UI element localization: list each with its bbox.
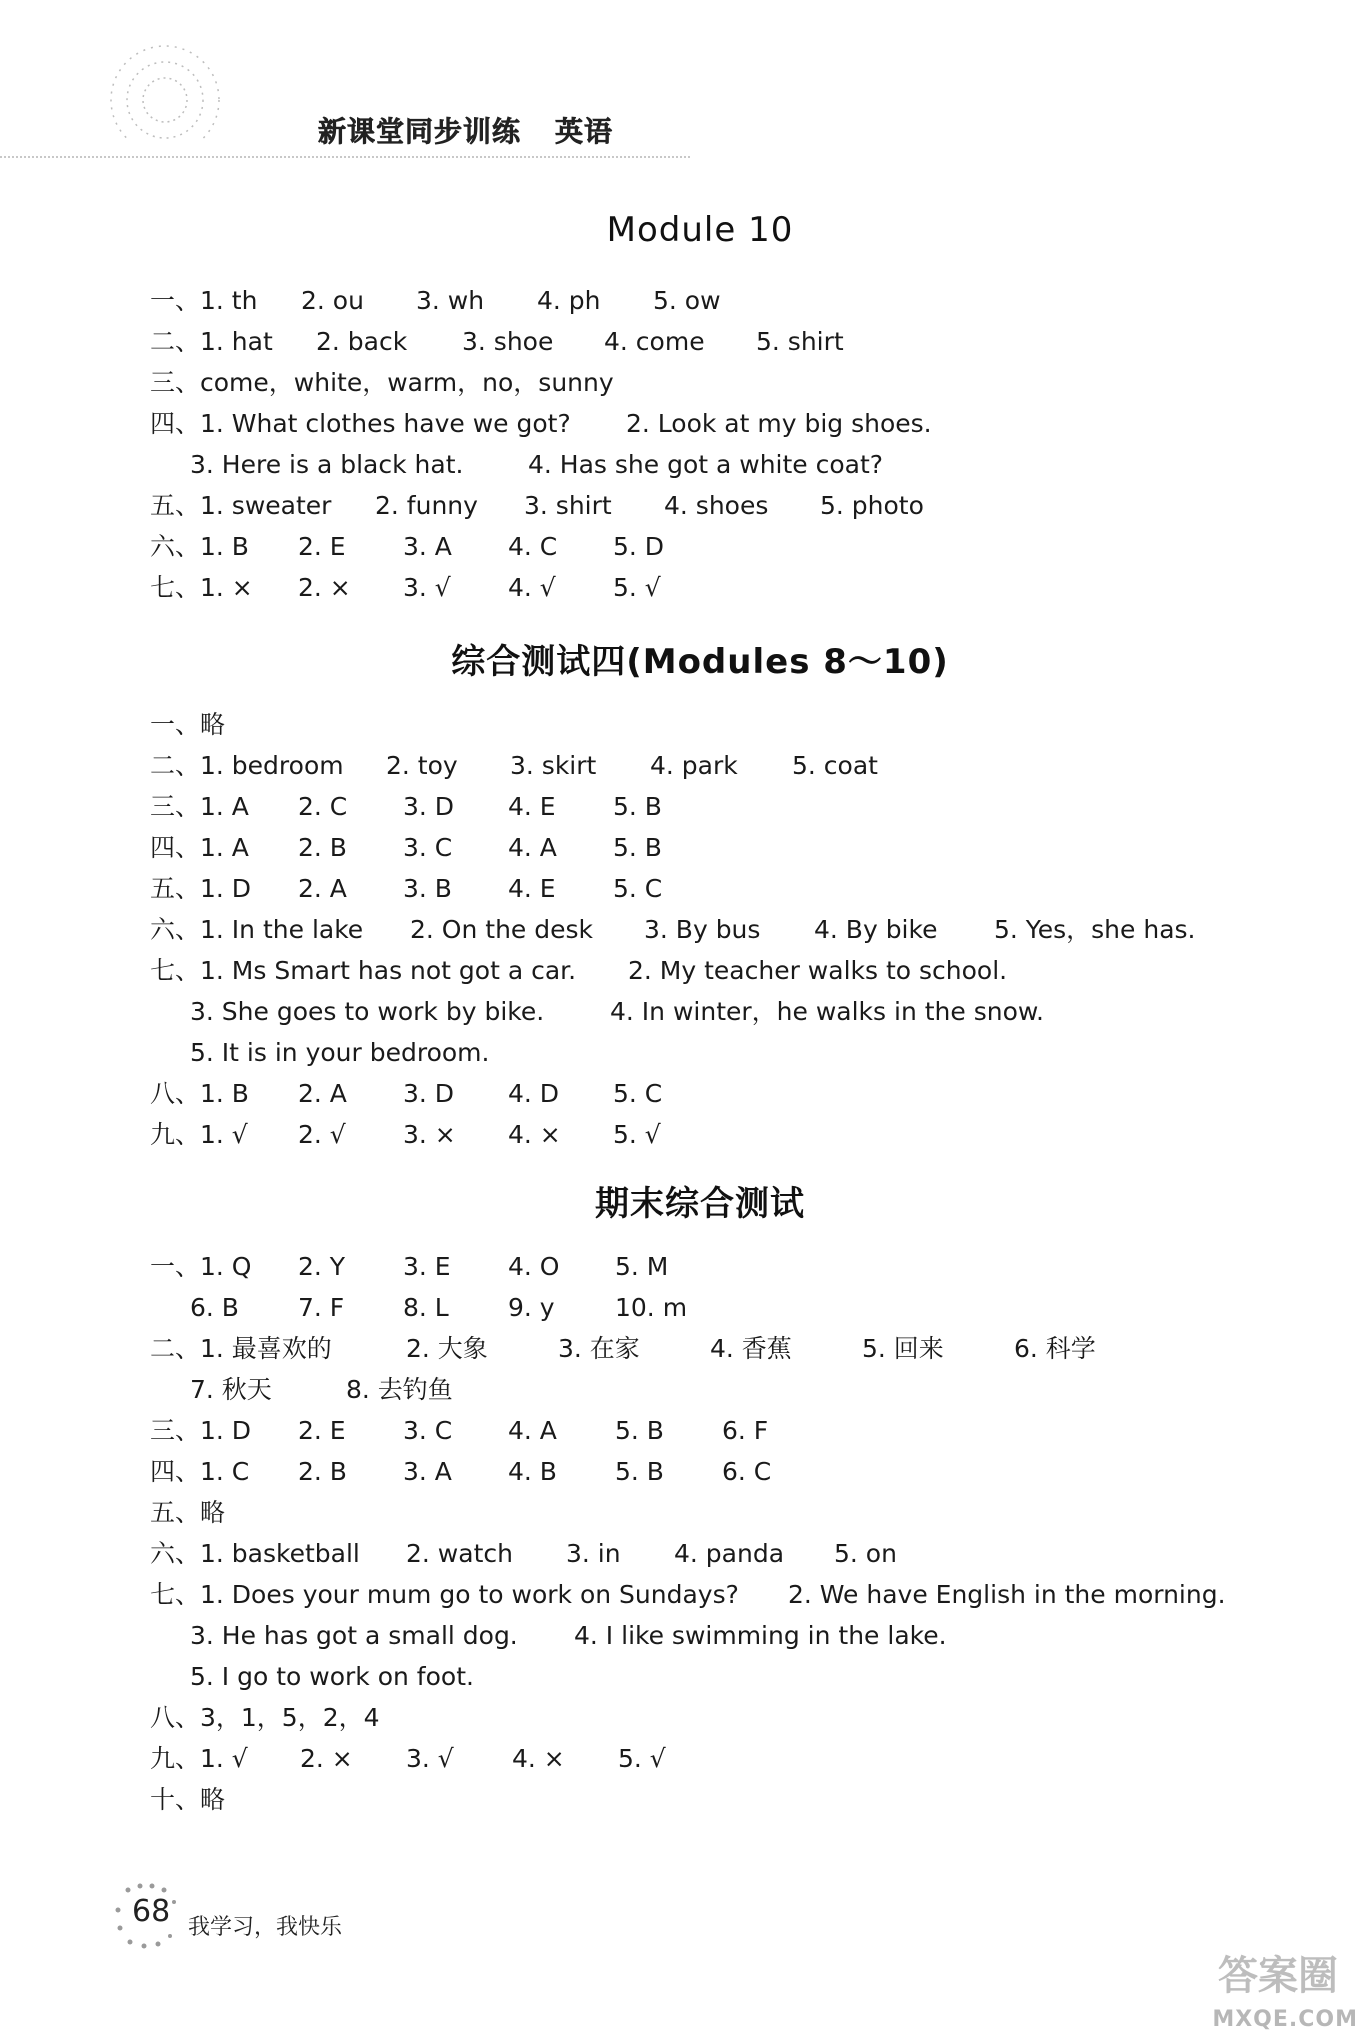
answer-row: 3. She goes to work by bike. 4. In winter，he walks in the snow. [190,997,1044,1026]
section-title-module-10: Module 10 [606,210,794,250]
page-header [0,30,690,148]
answer-row: 七、1. Ms Smart has not got a car. 2. My teacher walks to school. [150,956,1008,985]
page-footer [110,1880,410,1950]
answer-row: 三、1. D 2. E 3. C 4. A 5. B 6. F [150,1416,769,1445]
answer-row: 一、1. Q 2. Y 3. E 4. O 5. M [150,1252,669,1281]
answer-row: 九、1. √ 2. × 3. √ 4. × 5. √ [150,1744,666,1773]
answer-row: 二、1. hat 2. back 3. shoe 4. come 5. shirt [150,327,844,356]
answer-row: 四、1. What clothes have we got? 2. Look at my big shoes. [150,409,932,438]
answer-row: 三、1. A 2. C 3. D 4. E 5. B [150,792,662,821]
answer-row: 七、1. × 2. × 3. √ 4. √ 5. √ [150,573,661,602]
book-subject: 英语 [555,115,614,148]
book-title [318,110,613,150]
answer-row: 二、1. bedroom 2. toy 3. skirt 4. park 5. coat [150,751,878,780]
answer-row: 八、3，1，5，2，4 [150,1703,380,1732]
answer-row: 三、come，white，warm，no，sunny [150,368,614,397]
answer-row: 一、略 [150,710,226,739]
answer-row: 五、1. sweater 2. funny 3. shirt 4. shoes 5. photo [150,491,924,520]
answer-row: 3. He has got a small dog. 4. I like swimming in the lake. [190,1621,947,1650]
site-watermark [1183,1944,1358,2032]
answer-row: 六、1. basketball 2. watch 3. in 4. panda 5. on [150,1539,897,1568]
section-title-final-test: 期末综合测试 [595,1184,805,1224]
answer-row: 二、1. 最喜欢的 2. 大象 3. 在家 4. 香蕉 5. 回来 6. 科学 [150,1334,1096,1363]
answer-row: 八、1. B 2. A 3. D 4. D 5. C [150,1079,663,1108]
answer-row: 六、1. In the lake 2. On the desk 3. By bus 4. By bike 5. Yes，she has. [150,915,1196,944]
watermark-site: MXQE.COM [1212,2007,1358,2032]
answer-row: 五、1. D 2. A 3. B 4. E 5. C [150,874,663,903]
watermark-logo: 答案圈 [1218,1953,1338,1999]
answer-row: 四、1. C 2. B 3. A 4. B 5. B 6. C [150,1457,772,1486]
section-title-test-four: 综合测试四(Modules 8～10) [451,642,949,682]
answer-row: 5. It is in your bedroom. [190,1038,490,1067]
answer-row: 五、略 [150,1498,226,1527]
decorative-dots-icon [80,30,250,140]
answer-row: 3. Here is a black hat. 4. Has she got a white coat? [190,450,884,479]
answer-row: 九、1. √ 2. √ 3. × 4. × 5. √ [150,1120,661,1149]
answer-row: 七、1. Does your mum go to work on Sundays? 2. We have English in the morning. [150,1580,1226,1609]
page-number: 68 [132,1894,171,1929]
answer-row: 一、1. th 2. ou 3. wh 4. ph 5. ow [150,286,721,315]
book-series: 新课堂同步训练 [318,115,522,148]
footer-motto: 我学习，我快乐 [188,1915,343,1940]
answer-row: 6. B 7. F 8. L 9. y 10. m [190,1293,688,1322]
answer-row: 六、1. B 2. E 3. A 4. C 5. D [150,532,665,561]
header-divider [0,156,690,158]
answer-row: 四、1. A 2. B 3. C 4. A 5. B [150,833,662,862]
answer-row: 十、略 [150,1785,226,1814]
answer-row: 7. 秋天 8. 去钓鱼 [190,1375,453,1404]
answer-row: 5. I go to work on foot. [190,1662,474,1691]
